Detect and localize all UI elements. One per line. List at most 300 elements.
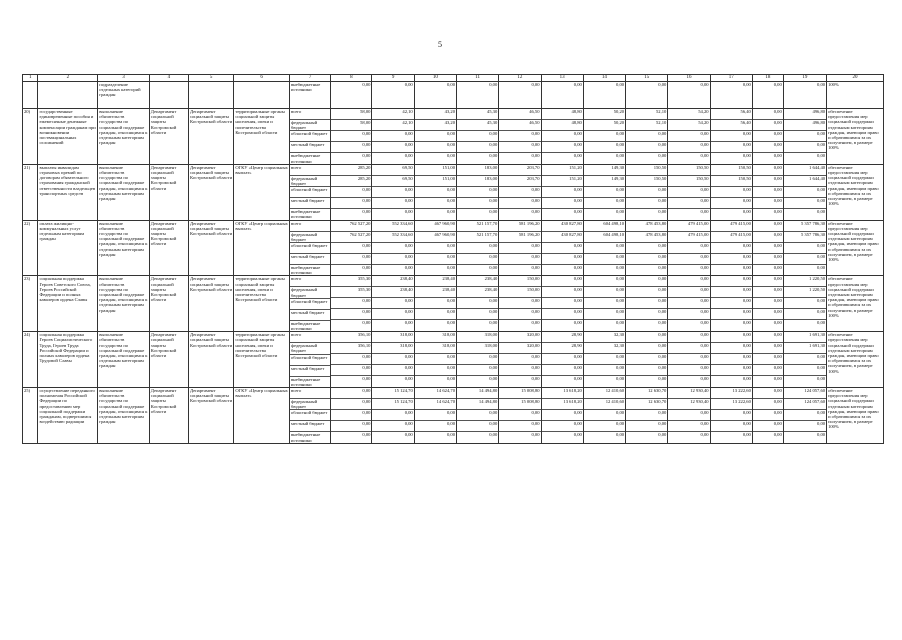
value-cell: 0,00 — [700, 208, 709, 214]
value-cell: 0,00 — [626, 298, 667, 309]
value-cell-stack — [668, 164, 710, 220]
value-cell: 0,00 — [742, 264, 751, 270]
value-cell-stack — [710, 109, 752, 165]
value-cell-stack — [710, 388, 752, 444]
value-cell-stack — [583, 332, 625, 388]
value-cell: 0,00 — [446, 208, 455, 214]
value-cell: 0,00 — [711, 309, 752, 320]
value-cell: 0,00 — [489, 376, 498, 382]
value-cell: 0,00 — [404, 376, 413, 382]
value-cell: 0,00 — [711, 131, 752, 142]
value-cell: 0,00 — [457, 82, 499, 109]
value-cell: 0,00 — [457, 142, 498, 153]
value-cell: 150,50 — [668, 175, 709, 186]
value-cell-stack — [752, 388, 783, 444]
recipient-cell: ОГКУ «Центр социальных выплат» — [234, 220, 290, 276]
value-cell: 238,40 — [457, 287, 498, 298]
value-cell: 52,10 — [626, 109, 667, 120]
value-cell-stack — [457, 109, 499, 165]
value-cell: 0,00 — [658, 432, 667, 438]
value-cell: 467 960,90 — [415, 231, 456, 242]
value-cell: 0,00 — [573, 153, 582, 158]
value-cell: 318,00 — [415, 343, 456, 354]
value-cell: 0,00 — [499, 354, 540, 365]
program-row — [23, 276, 884, 332]
value-cell-stack — [414, 220, 456, 276]
program-row — [23, 164, 884, 220]
value-cell: 150,50 — [711, 165, 752, 176]
row-number: 20) — [23, 109, 38, 165]
header-cell: 10 — [414, 75, 456, 82]
value-cell: 0,00 — [531, 208, 540, 214]
value-cell: 151,20 — [542, 165, 583, 176]
value-cell: 0,00 — [542, 287, 583, 298]
value-cell-stack — [414, 109, 456, 165]
header-cell: 18 — [752, 75, 783, 82]
value-cell: 0,00 — [415, 186, 456, 197]
value-cell: 0,00 — [753, 175, 783, 186]
value-cell: 0,00 — [457, 410, 498, 421]
coexecutor-cell: Департамент социальной защиты Костромской области — [188, 276, 233, 332]
value-cell: 0,00 — [499, 410, 540, 421]
value-cell: 0,00 — [331, 131, 371, 142]
value-cell: 581 196,20 — [499, 231, 540, 242]
task-cell: выполнение обязательств государства по социальной поддержке граждан, относящимся к отдельным категориям граждан — [98, 276, 150, 332]
value-cell: 0,00 — [616, 208, 625, 214]
value-cell-stack — [783, 164, 826, 220]
value-cell-stack — [457, 276, 499, 332]
value-cell: 12 630,70 — [626, 388, 667, 399]
value-cell: 0,00 — [573, 320, 582, 326]
value-cell: 0,00 — [372, 82, 414, 109]
source-label: внебюджетные источники — [291, 265, 321, 276]
value-cell: 0,00 — [616, 264, 625, 270]
value-cell-stack — [499, 109, 541, 165]
value-cell: 0,00 — [711, 197, 752, 208]
measure-name: социальная поддержка Героев Социалистического Труда, Героев Труда Российской Федерации и полных кавалеров ордена Трудовой Славы — [38, 332, 98, 388]
source-label: федеральный бюджет — [290, 287, 330, 298]
value-cell: 0,00 — [457, 253, 498, 264]
value-cell: 0,00 — [784, 410, 826, 421]
value-cell-stack — [668, 109, 710, 165]
value-cell: 0,00 — [658, 376, 667, 382]
value-cell: 478 453,80 — [626, 231, 667, 242]
value-cell: 0,00 — [414, 82, 456, 109]
value-cell: 0,00 — [542, 197, 583, 208]
value-cell: 0,00 — [415, 410, 456, 421]
value-cell: 0,00 — [331, 410, 371, 421]
value-cell-stack — [457, 164, 499, 220]
value-cell: 0,00 — [584, 365, 625, 376]
value-cell: 58,00 — [331, 109, 371, 120]
value-cell: 0,00 — [658, 264, 667, 270]
value-cell: 0,00 — [372, 365, 413, 376]
value-cell: 0,00 — [542, 276, 583, 287]
value-cell: 12 630,70 — [626, 399, 667, 410]
value-cell: 0,00 — [573, 264, 582, 270]
value-cell: 0,00 — [668, 298, 709, 309]
value-cell: 0,00 — [753, 165, 783, 176]
value-cell: 43,20 — [415, 120, 456, 131]
cell-empty — [149, 82, 188, 109]
value-cell: 12 410,60 — [584, 388, 625, 399]
value-cell: 48,80 — [542, 120, 583, 131]
value-cell: 0,00 — [446, 376, 455, 382]
cell-empty — [234, 82, 290, 109]
header-cell: 16 — [668, 75, 710, 82]
value-cell: 0,00 — [753, 399, 783, 410]
program-row — [23, 109, 884, 165]
value-cell: 0,00 — [626, 410, 667, 421]
value-cell: 0,00 — [457, 309, 498, 320]
value-cell: 46,50 — [499, 120, 540, 131]
value-cell: 0,00 — [711, 276, 752, 287]
value-cell: 0,00 — [372, 142, 413, 153]
value-cell: 0,00 — [753, 142, 783, 153]
value-cell: 56,40 — [711, 109, 752, 120]
value-cell: 0,00 — [753, 231, 783, 242]
value-cell: 0,00 — [616, 153, 625, 158]
source-label: областной бюджет — [290, 187, 330, 198]
value-cell: 50,20 — [584, 120, 625, 131]
source-label: всего — [290, 221, 330, 232]
value-cell-stack — [626, 332, 668, 388]
value-cell: 0,00 — [541, 82, 583, 109]
value-cell: 14 624,70 — [415, 399, 456, 410]
value-cell: 467 960,90 — [415, 221, 456, 232]
value-cell: 1 644,40 — [784, 175, 826, 186]
value-cell: 0,00 — [753, 186, 783, 197]
value-cell-stack — [583, 220, 625, 276]
value-cell: 0,00 — [626, 421, 667, 432]
value-cell-stack — [668, 220, 710, 276]
value-cell: 0,00 — [404, 153, 413, 158]
value-cell: 0,00 — [499, 197, 540, 208]
value-cell: 0,00 — [753, 276, 783, 287]
value-cell: 0,00 — [499, 309, 540, 320]
value-cell: 0,00 — [331, 186, 371, 197]
value-cell: 0,00 — [372, 354, 413, 365]
value-cell: 12 930,40 — [668, 399, 709, 410]
value-cell-stack — [783, 109, 826, 165]
value-cell: 0,00 — [584, 354, 625, 365]
value-cell: 285,20 — [331, 165, 371, 176]
value-cell: 0,00 — [742, 153, 751, 158]
value-cell: 0,00 — [531, 320, 540, 326]
value-cell: 318,00 — [372, 332, 413, 343]
value-cell: 0,00 — [711, 343, 752, 354]
source-label-stack — [290, 109, 331, 165]
result-cell: обеспечение предоставления мер социальной поддержки отдельным категориям граждан, имеющим право и обратившимся за их получением, в размере 100% — [827, 220, 884, 276]
value-cell: 0,00 — [331, 242, 371, 253]
value-cell: 0,00 — [404, 320, 413, 326]
value-cell: 0,00 — [362, 153, 371, 158]
source-label: местный бюджет — [290, 309, 330, 320]
header-cell: 8 — [331, 75, 372, 82]
value-cell: 0,00 — [817, 320, 826, 326]
value-cell: 0,00 — [584, 242, 625, 253]
source-label: местный бюджет — [290, 254, 330, 265]
value-cell: 0,00 — [817, 208, 826, 214]
header-cell: 6 — [234, 75, 290, 82]
value-cell: 0,00 — [446, 320, 455, 326]
value-cell: 0,00 — [742, 320, 751, 326]
value-cell: 0,00 — [753, 197, 783, 208]
value-cell: 0,00 — [583, 82, 625, 109]
source-label: областной бюджет — [290, 410, 330, 421]
value-cell: 0,00 — [542, 131, 583, 142]
value-cell: 0,00 — [372, 421, 413, 432]
value-cell: 0,00 — [626, 287, 667, 298]
value-cell: 0,00 — [404, 208, 413, 214]
value-cell: 479 415,00 — [711, 231, 752, 242]
value-cell-stack — [783, 332, 826, 388]
value-cell: 0,00 — [457, 354, 498, 365]
header-cell: 9 — [372, 75, 414, 82]
value-cell-stack — [626, 164, 668, 220]
value-cell: 0,00 — [415, 309, 456, 320]
source-label: всего — [290, 332, 330, 343]
source-label: внебюджетные источники — [291, 376, 321, 387]
value-cell: 478 453,80 — [626, 221, 667, 232]
value-cell: 0,00 — [331, 253, 371, 264]
value-cell: 0,00 — [784, 186, 826, 197]
value-cell: 48,80 — [542, 109, 583, 120]
header-cell: 19 — [783, 75, 826, 82]
value-cell: 0,00 — [626, 142, 667, 153]
measure-name: оплата жилищно-коммунальных услуг отдельным категориям граждан — [38, 220, 98, 276]
value-cell: 496,80 — [784, 109, 826, 120]
row-number: 22) — [23, 220, 38, 276]
value-cell: 150,00 — [499, 287, 540, 298]
value-cell-stack — [499, 164, 541, 220]
value-cell-stack — [499, 388, 541, 444]
value-cell: 0,00 — [817, 153, 826, 158]
header-cell: 1 — [23, 75, 38, 82]
value-cell: 0,00 — [531, 432, 540, 438]
value-cell: 54,20 — [668, 120, 709, 131]
value-cell: 0,00 — [626, 253, 667, 264]
value-cell: 13 618,20 — [542, 399, 583, 410]
source-label: федеральный бюджет — [290, 343, 330, 354]
value-cell: 58,00 — [331, 120, 371, 131]
value-cell: 54,20 — [668, 109, 709, 120]
value-cell: 0,00 — [584, 186, 625, 197]
value-cell-stack — [541, 332, 583, 388]
value-cell: 0,00 — [542, 365, 583, 376]
value-cell: 0,00 — [711, 332, 752, 343]
value-cell: 0,00 — [784, 131, 826, 142]
value-cell-stack — [783, 220, 826, 276]
value-cell: 0,00 — [658, 208, 667, 214]
value-cell: 762 527,20 — [331, 221, 371, 232]
row-number: 25) — [23, 388, 38, 444]
value-cell: 238,40 — [415, 287, 456, 298]
recipient-cell: территориальные органы социальной защиты населения, опеки и попечительства Костромской области — [234, 332, 290, 388]
source-label: областной бюджет — [290, 131, 330, 142]
value-cell: 0,00 — [784, 309, 826, 320]
task-cell: выполнение обязательств государства по социальной поддержке граждан, относящимся к отдельным категориям граждан — [98, 220, 150, 276]
value-cell: 0,00 — [753, 109, 783, 120]
value-cell: 13 222,60 — [711, 388, 752, 399]
value-cell: 0,00 — [753, 287, 783, 298]
value-cell-stack — [457, 332, 499, 388]
value-cell: 0,00 — [773, 264, 782, 270]
source-label: внебюджетные источники — [291, 153, 321, 164]
value-cell: 0,00 — [415, 253, 456, 264]
value-cell: 0,00 — [616, 320, 625, 326]
value-cell: 0,00 — [499, 186, 540, 197]
value-cell: 430 827,80 — [542, 231, 583, 242]
value-cell-stack — [583, 109, 625, 165]
value-cell: 42,10 — [372, 120, 413, 131]
value-cell: 149,30 — [584, 175, 625, 186]
value-cell: 0,00 — [753, 343, 783, 354]
value-cell: 521 157,70 — [457, 221, 498, 232]
value-cell: 0,00 — [457, 197, 498, 208]
value-cell: 0,00 — [668, 287, 709, 298]
value-cell: 0,00 — [711, 421, 752, 432]
source-label: внебюджетные источники — [291, 432, 321, 443]
value-cell: 0,00 — [742, 432, 751, 438]
value-cell: 12 410,60 — [584, 399, 625, 410]
value-cell-stack — [710, 332, 752, 388]
continuation-row — [23, 82, 884, 109]
value-cell: 0,00 — [584, 287, 625, 298]
value-cell: 0,00 — [753, 354, 783, 365]
value-cell-stack — [752, 332, 783, 388]
value-cell: 0,00 — [584, 276, 625, 287]
value-cell: 0,00 — [499, 131, 540, 142]
executor-cell: Департамент социальной защиты Костромской области — [149, 388, 188, 444]
value-cell: 430 827,80 — [542, 221, 583, 232]
value-cell: 0,00 — [668, 332, 709, 343]
value-cell: 0,00 — [700, 264, 709, 270]
value-cell-stack — [331, 220, 372, 276]
result-cell: обеспечение предоставления мер социальной поддержки отдельным категориям граждан, имеющим право и обратившимся за их получением, в размере 100% — [827, 164, 884, 220]
value-cell: 0,00 — [784, 365, 826, 376]
value-cell: 0,00 — [711, 298, 752, 309]
value-cell: 0,00 — [668, 365, 709, 376]
value-cell: 0,00 — [331, 421, 371, 432]
value-cell: 0,00 — [773, 153, 782, 158]
value-cell: 0,00 — [668, 354, 709, 365]
value-cell: 15 008,80 — [499, 388, 540, 399]
value-cell: 0,00 — [753, 332, 783, 343]
value-cell: 15 008,80 — [499, 399, 540, 410]
value-cell: 0,00 — [668, 242, 709, 253]
value-cell: 151,20 — [542, 175, 583, 186]
value-cell: 0,00 — [584, 410, 625, 421]
value-cell: 0,00 — [542, 186, 583, 197]
value-cell: 0,00 — [753, 388, 783, 399]
value-cell: 238,40 — [372, 287, 413, 298]
value-cell: 0,00 — [626, 186, 667, 197]
value-cell: 604 498,10 — [584, 221, 625, 232]
header-cell: 11 — [457, 75, 499, 82]
value-cell-stack — [710, 276, 752, 332]
source-label: всего — [290, 109, 330, 120]
value-cell: 0,00 — [499, 298, 540, 309]
value-cell: 479 415,00 — [668, 221, 709, 232]
value-cell: 151,00 — [415, 175, 456, 186]
value-cell: 0,00 — [668, 131, 709, 142]
value-cell-stack — [541, 388, 583, 444]
value-cell: 0,00 — [626, 242, 667, 253]
value-cell: 0,00 — [372, 253, 413, 264]
source-label: внебюджетные источники — [291, 320, 321, 332]
value-cell: 0,00 — [362, 208, 371, 214]
value-cell: 150,50 — [626, 175, 667, 186]
value-cell: 32,30 — [584, 332, 625, 343]
value-cell: 0,00 — [415, 142, 456, 153]
row-number: 21) — [23, 164, 38, 220]
value-cell: 0,00 — [700, 153, 709, 158]
value-cell: 0,00 — [783, 82, 826, 109]
value-cell: 203,70 — [499, 165, 540, 176]
value-cell: 0,00 — [784, 354, 826, 365]
value-cell: 150,50 — [626, 165, 667, 176]
value-cell: 1 220,50 — [784, 276, 826, 287]
value-cell: 0,00 — [415, 354, 456, 365]
value-cell: 0,00 — [784, 242, 826, 253]
value-cell-stack — [541, 220, 583, 276]
value-cell: 0,00 — [415, 421, 456, 432]
value-cell: 1 691,30 — [784, 332, 826, 343]
value-cell: 0,00 — [773, 432, 782, 438]
value-cell-stack — [331, 164, 372, 220]
value-cell: 0,00 — [668, 410, 709, 421]
value-cell-stack — [499, 332, 541, 388]
value-cell: 0,00 — [711, 253, 752, 264]
value-cell: 0,00 — [372, 410, 413, 421]
value-cell: 496,80 — [784, 120, 826, 131]
source-label: местный бюджет — [290, 198, 330, 209]
value-cell: 0,00 — [784, 421, 826, 432]
header-cell: 4 — [149, 75, 188, 82]
executor-cell: Департамент социальной защиты Костромской области — [149, 220, 188, 276]
result-cell: обеспечение предоставления мер социальной поддержки отдельным категориям граждан, имеющим право и обратившимся за их получением, в размере 100% — [827, 276, 884, 332]
header-cell: 15 — [626, 75, 668, 82]
value-cell: 46,50 — [499, 109, 540, 120]
value-cell: 0,00 — [331, 309, 371, 320]
source-label: внебюджетные источники — [290, 82, 331, 109]
executor-cell: Департамент социальной защиты Костромской области — [149, 276, 188, 332]
header-cell: 2 — [38, 75, 98, 82]
result-cell: обеспечение предоставления мер социальной поддержки отдельным категориям граждан, имеющим право и обратившимся за их получением, в размере 100% — [827, 332, 884, 388]
value-cell: 0,00 — [457, 186, 498, 197]
source-label: местный бюджет — [290, 365, 330, 376]
measure-name: социальная поддержка Героев Советского Союза, Героев Российской Федерации и полных кавалеров ордена Славы — [38, 276, 98, 332]
source-label-stack — [290, 220, 331, 276]
task-cell: выполнение обязательств государства по социальной поддержке граждан, относящимся к отдельным категориям граждан — [98, 332, 150, 388]
source-label: федеральный бюджет — [290, 399, 330, 410]
value-cell: 0,00 — [457, 365, 498, 376]
program-row — [23, 388, 884, 444]
value-cell: 0,00 — [711, 242, 752, 253]
value-cell: 0,00 — [626, 131, 667, 142]
value-cell: 203,70 — [499, 175, 540, 186]
value-cell: 0,00 — [331, 388, 371, 399]
value-cell: 0,00 — [753, 131, 783, 142]
executor-cell: Департамент социальной защиты Костромской области — [149, 109, 188, 165]
value-cell: 0,00 — [404, 432, 413, 438]
value-cell-stack — [499, 220, 541, 276]
value-cell-stack — [626, 109, 668, 165]
value-cell: 0,00 — [752, 82, 783, 109]
value-cell: 0,00 — [753, 410, 783, 421]
value-cell: 0,00 — [668, 186, 709, 197]
